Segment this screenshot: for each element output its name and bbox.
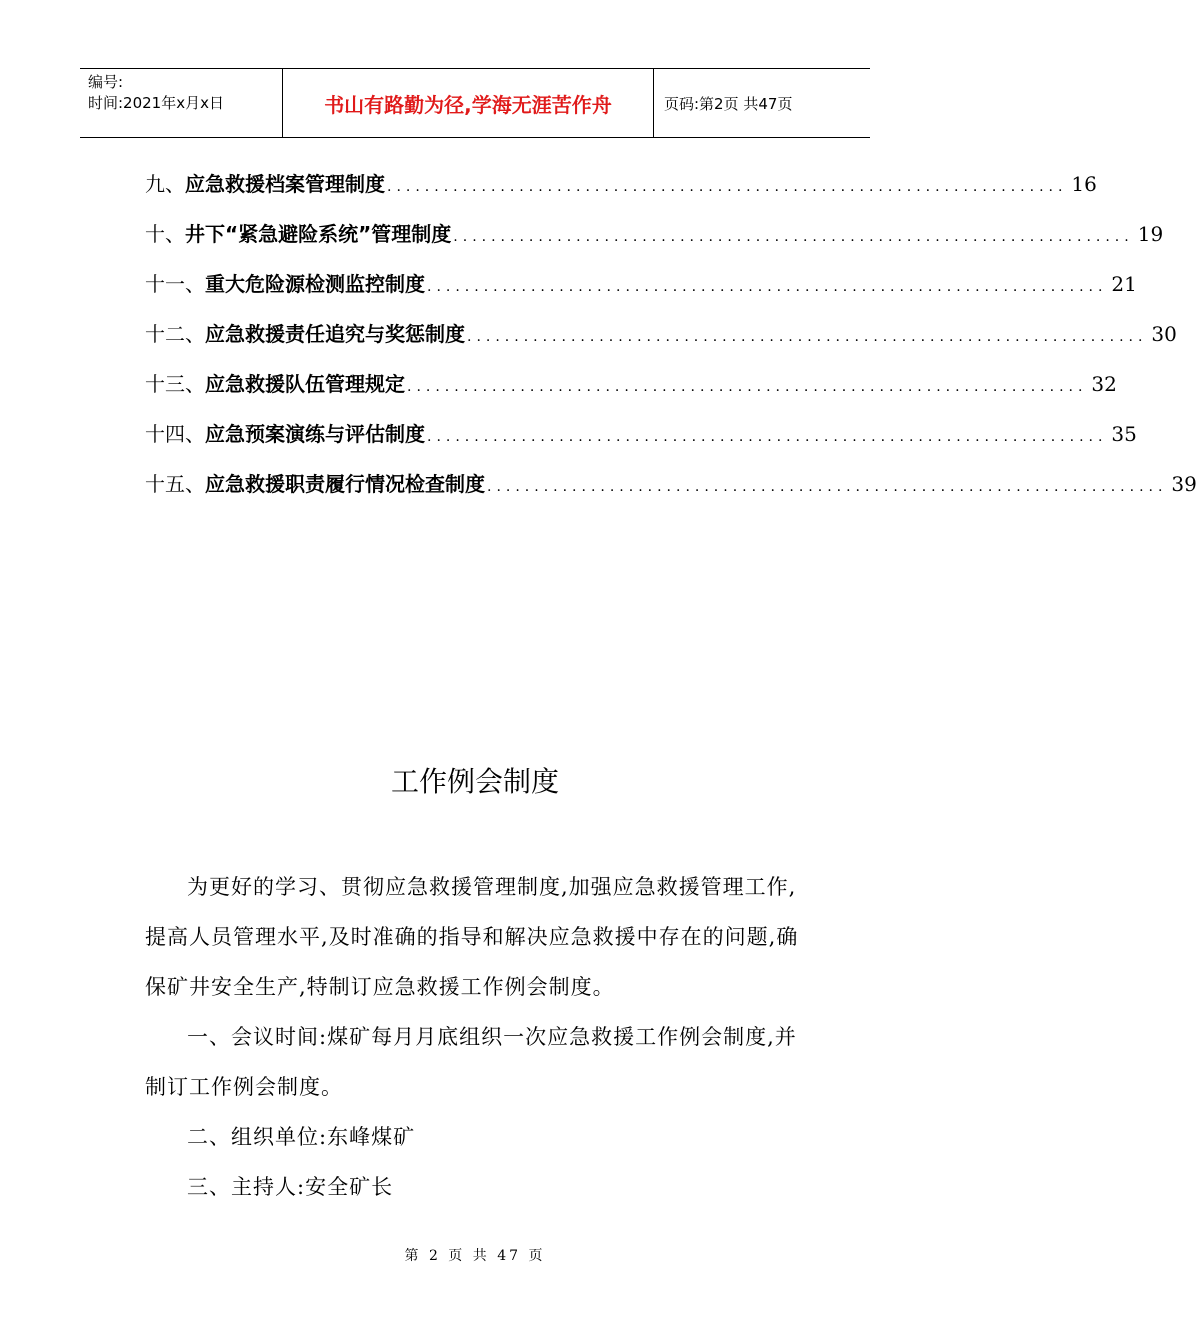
time-label: 时间:2021年x月x日 <box>88 94 224 112</box>
toc-leader-dots: ........................................................................ <box>487 479 1168 495</box>
toc-leader-dots: ........................................................................ <box>407 379 1088 395</box>
toc-entry[interactable] <box>145 218 1164 268</box>
toc-leader-dots: ........................................................................ <box>467 329 1148 345</box>
body-text <box>145 862 810 1212</box>
toc-entry-page: 35 <box>1111 422 1137 446</box>
toc-entry-title: 应急救援责任追究与奖惩制度 <box>205 322 465 346</box>
toc-entry-title: 井下“紧急避险系统”管理制度 <box>185 222 452 246</box>
toc-entry[interactable] <box>145 318 1177 368</box>
toc-leader-dots: ........................................................................ <box>427 279 1108 295</box>
toc-entry-title: 重大危险源检测监控制度 <box>205 272 425 296</box>
toc-entry-page: 16 <box>1071 172 1097 196</box>
toc-entry[interactable] <box>145 168 1097 218</box>
toc-entry-number: 十五、 <box>145 472 205 496</box>
toc-entry-number: 十一、 <box>145 272 205 296</box>
toc-entry-number: 十三、 <box>145 372 205 396</box>
header-meta <box>80 69 282 137</box>
toc-entry-title: 应急预案演练与评估制度 <box>205 422 425 446</box>
toc-leader-dots: ........................................................................ <box>453 229 1134 245</box>
header-motto: 书山有路勤为径,学海无涯苦作舟 <box>282 69 654 137</box>
toc-entry-page: 39 <box>1171 472 1197 496</box>
paragraph: 一、会议时间:煤矿每月月底组织一次应急救援工作例会制度,并制订工作例会制度。 <box>145 1025 797 1099</box>
toc-entry[interactable] <box>145 368 1117 418</box>
toc-entry-number: 十四、 <box>145 422 205 446</box>
toc-leader-dots: ........................................................................ <box>427 429 1108 445</box>
toc-entry[interactable] <box>145 468 1197 518</box>
section-title: 工作例会制度 <box>390 765 559 798</box>
page-header <box>80 68 870 138</box>
number-label: 编号: <box>88 73 124 91</box>
toc-leader-dots: ........................................................................ <box>387 179 1068 195</box>
toc-entry[interactable] <box>145 418 1137 468</box>
toc-entry-number: 十、 <box>145 222 185 246</box>
toc-entry-title: 应急救援档案管理制度 <box>185 172 385 196</box>
toc-entry-number: 十二、 <box>145 322 205 346</box>
toc-entry-title: 应急救援职责履行情况检查制度 <box>205 472 485 496</box>
toc-entry-page: 21 <box>1111 272 1137 296</box>
table-of-contents <box>145 168 1197 518</box>
header-page-info: 页码:第2页 共47页 <box>664 94 793 113</box>
page-footer: 第 2 页 共 47 页 <box>404 1248 546 1264</box>
paragraph: 二、组织单位:东峰煤矿 <box>187 1125 416 1149</box>
paragraph: 为更好的学习、贯彻应急救援管理制度,加强应急救援管理工作,提高人员管理水平,及时准确的指导和解决应急救援中存在的问题,确保矿井安全生产,特制订应急救援工作例会制度。 <box>145 875 799 999</box>
toc-entry-page: 19 <box>1137 222 1164 246</box>
toc-entry-number: 九、 <box>145 172 185 196</box>
paragraph: 三、主持人:安全矿长 <box>187 1175 394 1199</box>
toc-entry-page: 30 <box>1151 322 1177 346</box>
toc-entry[interactable] <box>145 268 1137 318</box>
toc-entry-page: 32 <box>1091 372 1117 396</box>
toc-entry-title: 应急救援队伍管理规定 <box>205 372 405 396</box>
